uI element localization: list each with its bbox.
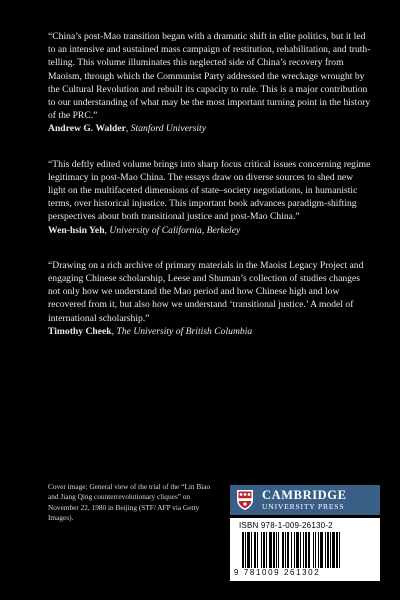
endorser-affiliation: Stanford University [130, 123, 206, 135]
endorser-affiliation: University of California, Berkeley [109, 224, 241, 236]
barcode-digits: 9 781009 261302 [234, 568, 321, 577]
endorser-name: Timothy Cheek [48, 325, 112, 337]
publisher-subtitle: UNIVERSITY PRESS [262, 502, 345, 511]
endorser-name: Wen-hsin Yeh [48, 224, 105, 236]
publisher-logo [230, 485, 380, 515]
endorsement-walder [48, 30, 372, 136]
endorsement-yeh [48, 158, 372, 237]
cambridge-shield-icon [236, 489, 254, 511]
barcode-bars [242, 532, 370, 568]
endorsement-attribution: Wen-hsin Yeh, University of California, Berkeley [48, 224, 241, 236]
endorsement-cheek [48, 259, 372, 338]
endorsement-attribution: Timothy Cheek, The University of British Columbia [48, 325, 253, 337]
publisher-panel [230, 485, 380, 581]
cover-image-credit: Cover image: General view of the trial of the “Lin Biao and Jiang Qing counterrevolutionary cliques” on November 22, 1980 in Beijing (STF/ AFP via Getty Images). [48, 482, 211, 523]
endorser-affiliation: The University of British Columbia [116, 325, 253, 337]
isbn-label: ISBN 978-1-009-26130-2 [239, 521, 333, 530]
endorser-name: Andrew G. Walder [48, 123, 126, 135]
endorsement-quote: “This deftly edited volume brings into sharp focus critical issues concerning regime legitimacy in post-Mao China. The essays draw on diverse sources to shed new light on the multifaceted dimensions of state–society negotiations, in humanistic terms, over historical injustice. This important book advances paradigm-shifting perspectives about both transitional justice and post-Mao China.” [48, 158, 371, 223]
endorsement-quote: “Drawing on a rich archive of primary materials in the Maoist Legacy Project and engaging Chinese scholarship, Leese and Shuman’s collection of studies changes not only how we understand the Mao period and how Chinese high and low recovered from it, but also how we understand ‘transitional justice.’ A model of international scholarship.” [48, 259, 364, 324]
publisher-name: CAMBRIDGE [262, 488, 347, 502]
isbn-barcode [230, 518, 380, 581]
endorsement-quote: “China’s post-Mao transition began with a dramatic shift in elite politics, but it led to an intensive and sustained mass campaign of restitution, rehabilitation, and truth-telling. This volume illuminates this neglected side of China’s recovery from Maoism, through which the Communist Party addressed the wreckage wrought by the Cultural Revolution and rebuilt its capacity to rule. This is a major contribution to our understanding of what may be the most important turning point in the history of the PRC.” [48, 31, 371, 122]
endorsement-attribution: Andrew G. Walder, Stanford University [48, 123, 206, 135]
endorsements [48, 30, 372, 338]
